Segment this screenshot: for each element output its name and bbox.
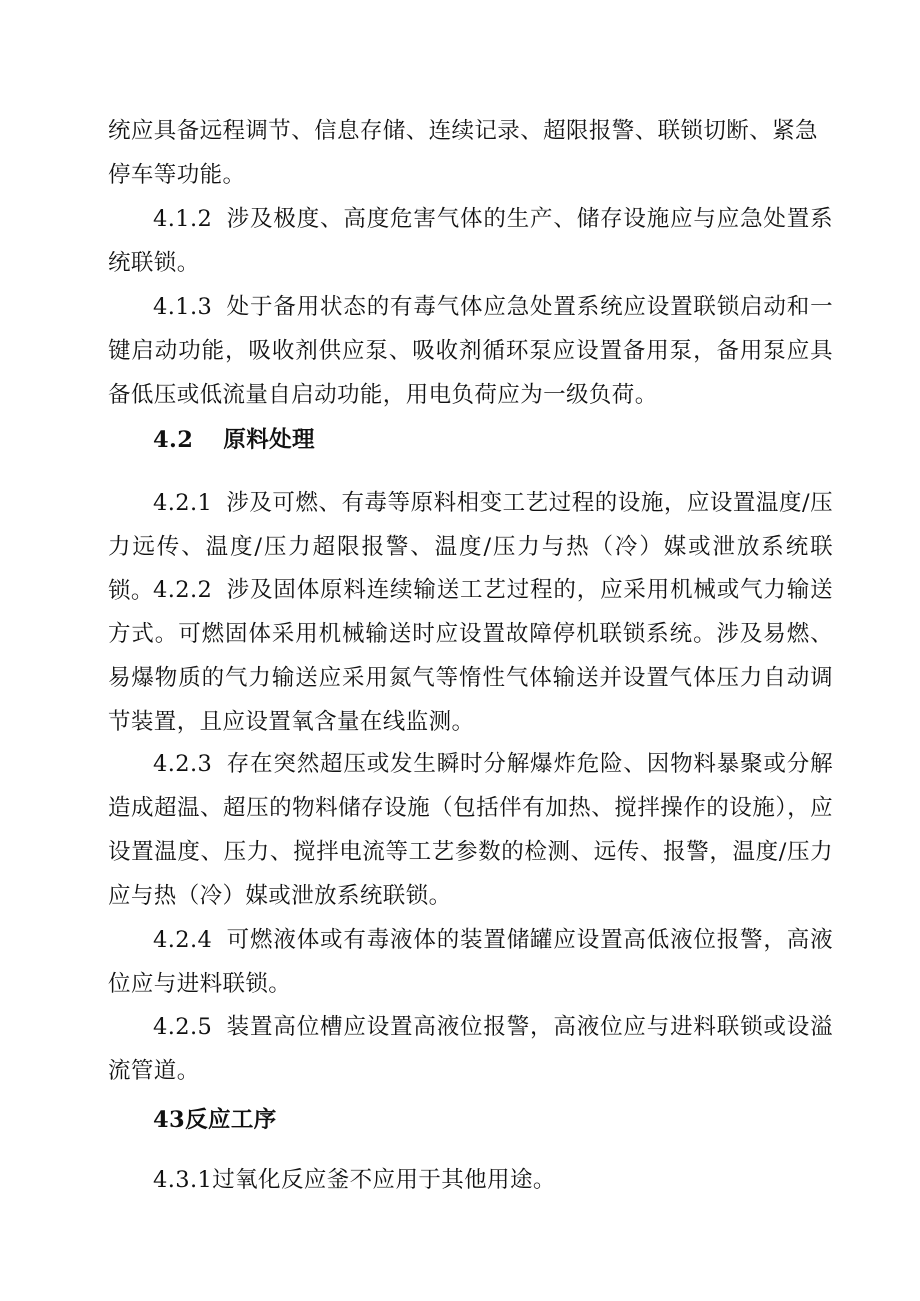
paragraph-4-2-5 [108,1005,833,1093]
paragraph-text: 装置高位槽应设置高液位报警，高液位应与进料联锁或设溢流管道。 [108,1014,833,1084]
section-number: 4.2.3 [153,751,213,777]
paragraph-text: 涉及可燃、有毒等原料相变工艺过程的设施，应设置温度/压力远传、温度/压力超限报警、温度/压力与热（冷）媒或泄放系统联锁。 [108,490,833,604]
section-number: 4.1.3 [153,294,213,320]
section-number: 4.2.4 [153,927,213,953]
section-heading-4-3 [108,1098,833,1142]
section-heading-4-2 [108,418,833,462]
continued-paragraph [108,109,833,197]
paragraph-text: 4.3.1过氧化反应釜不应用于其他用途。 [153,1167,556,1193]
section-number: 4.2.2 [153,577,213,603]
paragraph-4-2-3 [108,742,833,918]
section-number: 4.2 [153,427,194,453]
section-title: 43反应工序 [153,1107,277,1133]
section-number: 4.1.2 [153,206,213,232]
paragraph-text: 存在突然超压或发生瞬时分解爆炸危险、因物料暴聚或分解造成超温、超压的物料储存设施（包括伴有加热、搅拌操作的设施），应设置温度、压力、搅拌电流等工艺参数的检测、远传、报警，温度/压力应与热（冷）媒或泄放系统联锁。 [108,751,833,909]
paragraph-4-1-3 [108,285,833,417]
paragraph-text: 处于备用状态的有毒气体应急处置系统应设置联锁启动和一键启动功能，吸收剂供应泵、吸收剂循环泵应设置备用泵，备用泵应具备低压或低流量自启动功能，用电负荷应为一级负荷。 [108,294,833,408]
paragraph-4-2-2 [108,568,833,744]
paragraph-text: 涉及极度、高度危害气体的生产、储存设施应与应急处置系统联锁。 [108,206,833,276]
paragraph-text: 统应具备远程调节、信息存储、连续记录、超限报警、联锁切断、紧急停车等功能。 [108,118,818,188]
paragraph-text: 涉及固体原料连续输送工艺过程的，应采用机械或气力输送方式。可燃固体采用机械输送时应设置故障停机联锁系统。涉及易燃、易爆物质的气力输送应采用氮气等惰性气体输送并设置气体压力自动调节装置，且应设置氧含量在线监测。 [108,577,833,735]
section-title: 原料处理 [223,427,315,453]
section-number: 4.2.1 [153,490,213,516]
section-number: 4.2.5 [153,1014,213,1040]
paragraph-4-2-4 [108,918,833,1006]
paragraph-text: 可燃液体或有毒液体的装置储罐应设置高低液位报警，高液位应与进料联锁。 [108,927,833,997]
paragraph-4-1-2 [108,197,833,285]
paragraph-4-3-1 [108,1158,833,1202]
